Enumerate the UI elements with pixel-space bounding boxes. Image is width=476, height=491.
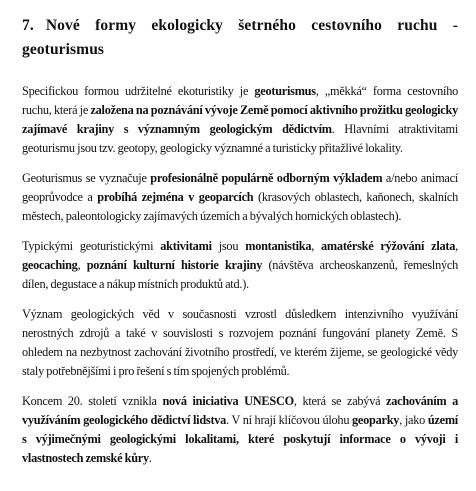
text-run: a/nebo animací geoprůvodce a — [22, 171, 458, 204]
text-run: , — [311, 239, 322, 253]
bold-text-run: amatérské rýžování zlata — [321, 239, 456, 253]
text-run: Geoturismus se vyznačuje — [22, 171, 151, 185]
bold-text-run: geocaching — [22, 258, 78, 272]
paragraph-4 — [22, 305, 458, 381]
text-run: jsou — [211, 239, 246, 253]
bold-text-run: probíhá zejména v geoparcích — [97, 190, 254, 204]
bold-text-run: území s výjimečnými geologickými lokalitami, které poskytují informace o vývoji i vlastnostech zemské kůry — [22, 413, 458, 465]
bold-text-run: zachováním a využíváním geologického dědictví lidstva — [22, 394, 459, 427]
bold-text-run: montanistika — [245, 239, 312, 253]
text-run: (návštěva archeoskanzenů, řemeslných dílen, degustace a nákup místních produktů atd.). — [22, 258, 458, 291]
section-heading — [22, 14, 458, 62]
bold-text-run: geoturismus — [254, 84, 316, 98]
section-title: Nové formy ekologicky šetrného cestovního ruchu - geoturismus — [22, 17, 458, 58]
text-run: , — [77, 258, 87, 272]
text-run: (krasových oblastech, kaňonech, skalních městech, paleontologicky zajímavých územích a bývalých hornických oblastech). — [22, 190, 458, 223]
text-run: Koncem 20. století vznikla — [22, 394, 163, 408]
bold-text-run: profesionálně populárně odborným výkladem — [150, 171, 383, 185]
text-run: . Hlavními atraktivitami geoturismu jsou tzv. geotopy, geologicky významné a turisticky přitažlivé lokality. — [22, 122, 458, 155]
bold-text-run: založena na poznávání vývoje Země pomocí aktivního prožitku geologicky zajímavé krajiny s významným geologickým dědictvím — [22, 103, 458, 136]
text-run: , která se zabývá — [293, 394, 387, 408]
bold-text-run: nová iniciativa UNESCO — [162, 394, 294, 408]
text-run: Význam geologických věd v současnosti vzrostl důsledkem intenzivního využívání nerostných zdrojů a také v souvislosti s rozvojem poznání fungování planety Země. S ohledem na nezbytnost zachování životního prostředí, ve kterém žijeme, se geologické vědy staly potřebnějšími i pro řešení s tím spojených problémů. — [22, 307, 458, 378]
bold-text-run: geoparky — [352, 413, 400, 427]
text-run: Typickými geoturistickými — [22, 239, 161, 253]
text-run: , — [455, 239, 458, 253]
text-run: . V ní hrají klíčovou úlohu — [226, 413, 353, 427]
body-text — [22, 82, 458, 468]
paragraph-3 — [22, 237, 458, 294]
text-run: , jako — [399, 413, 428, 427]
text-run: Specifickou formou udržitelné ekoturistiky je — [22, 84, 255, 98]
bold-text-run: poznání kulturní historie krajiny — [86, 258, 263, 272]
paragraph-2 — [22, 169, 458, 226]
bold-text-run: aktivitami — [160, 239, 212, 253]
text-run: , „měkká“ forma cestovního ruchu, která je — [22, 84, 458, 117]
text-run: . — [148, 451, 152, 465]
paragraph-5 — [22, 392, 458, 468]
section-number: 7. — [22, 17, 34, 34]
paragraph-1 — [22, 82, 458, 158]
